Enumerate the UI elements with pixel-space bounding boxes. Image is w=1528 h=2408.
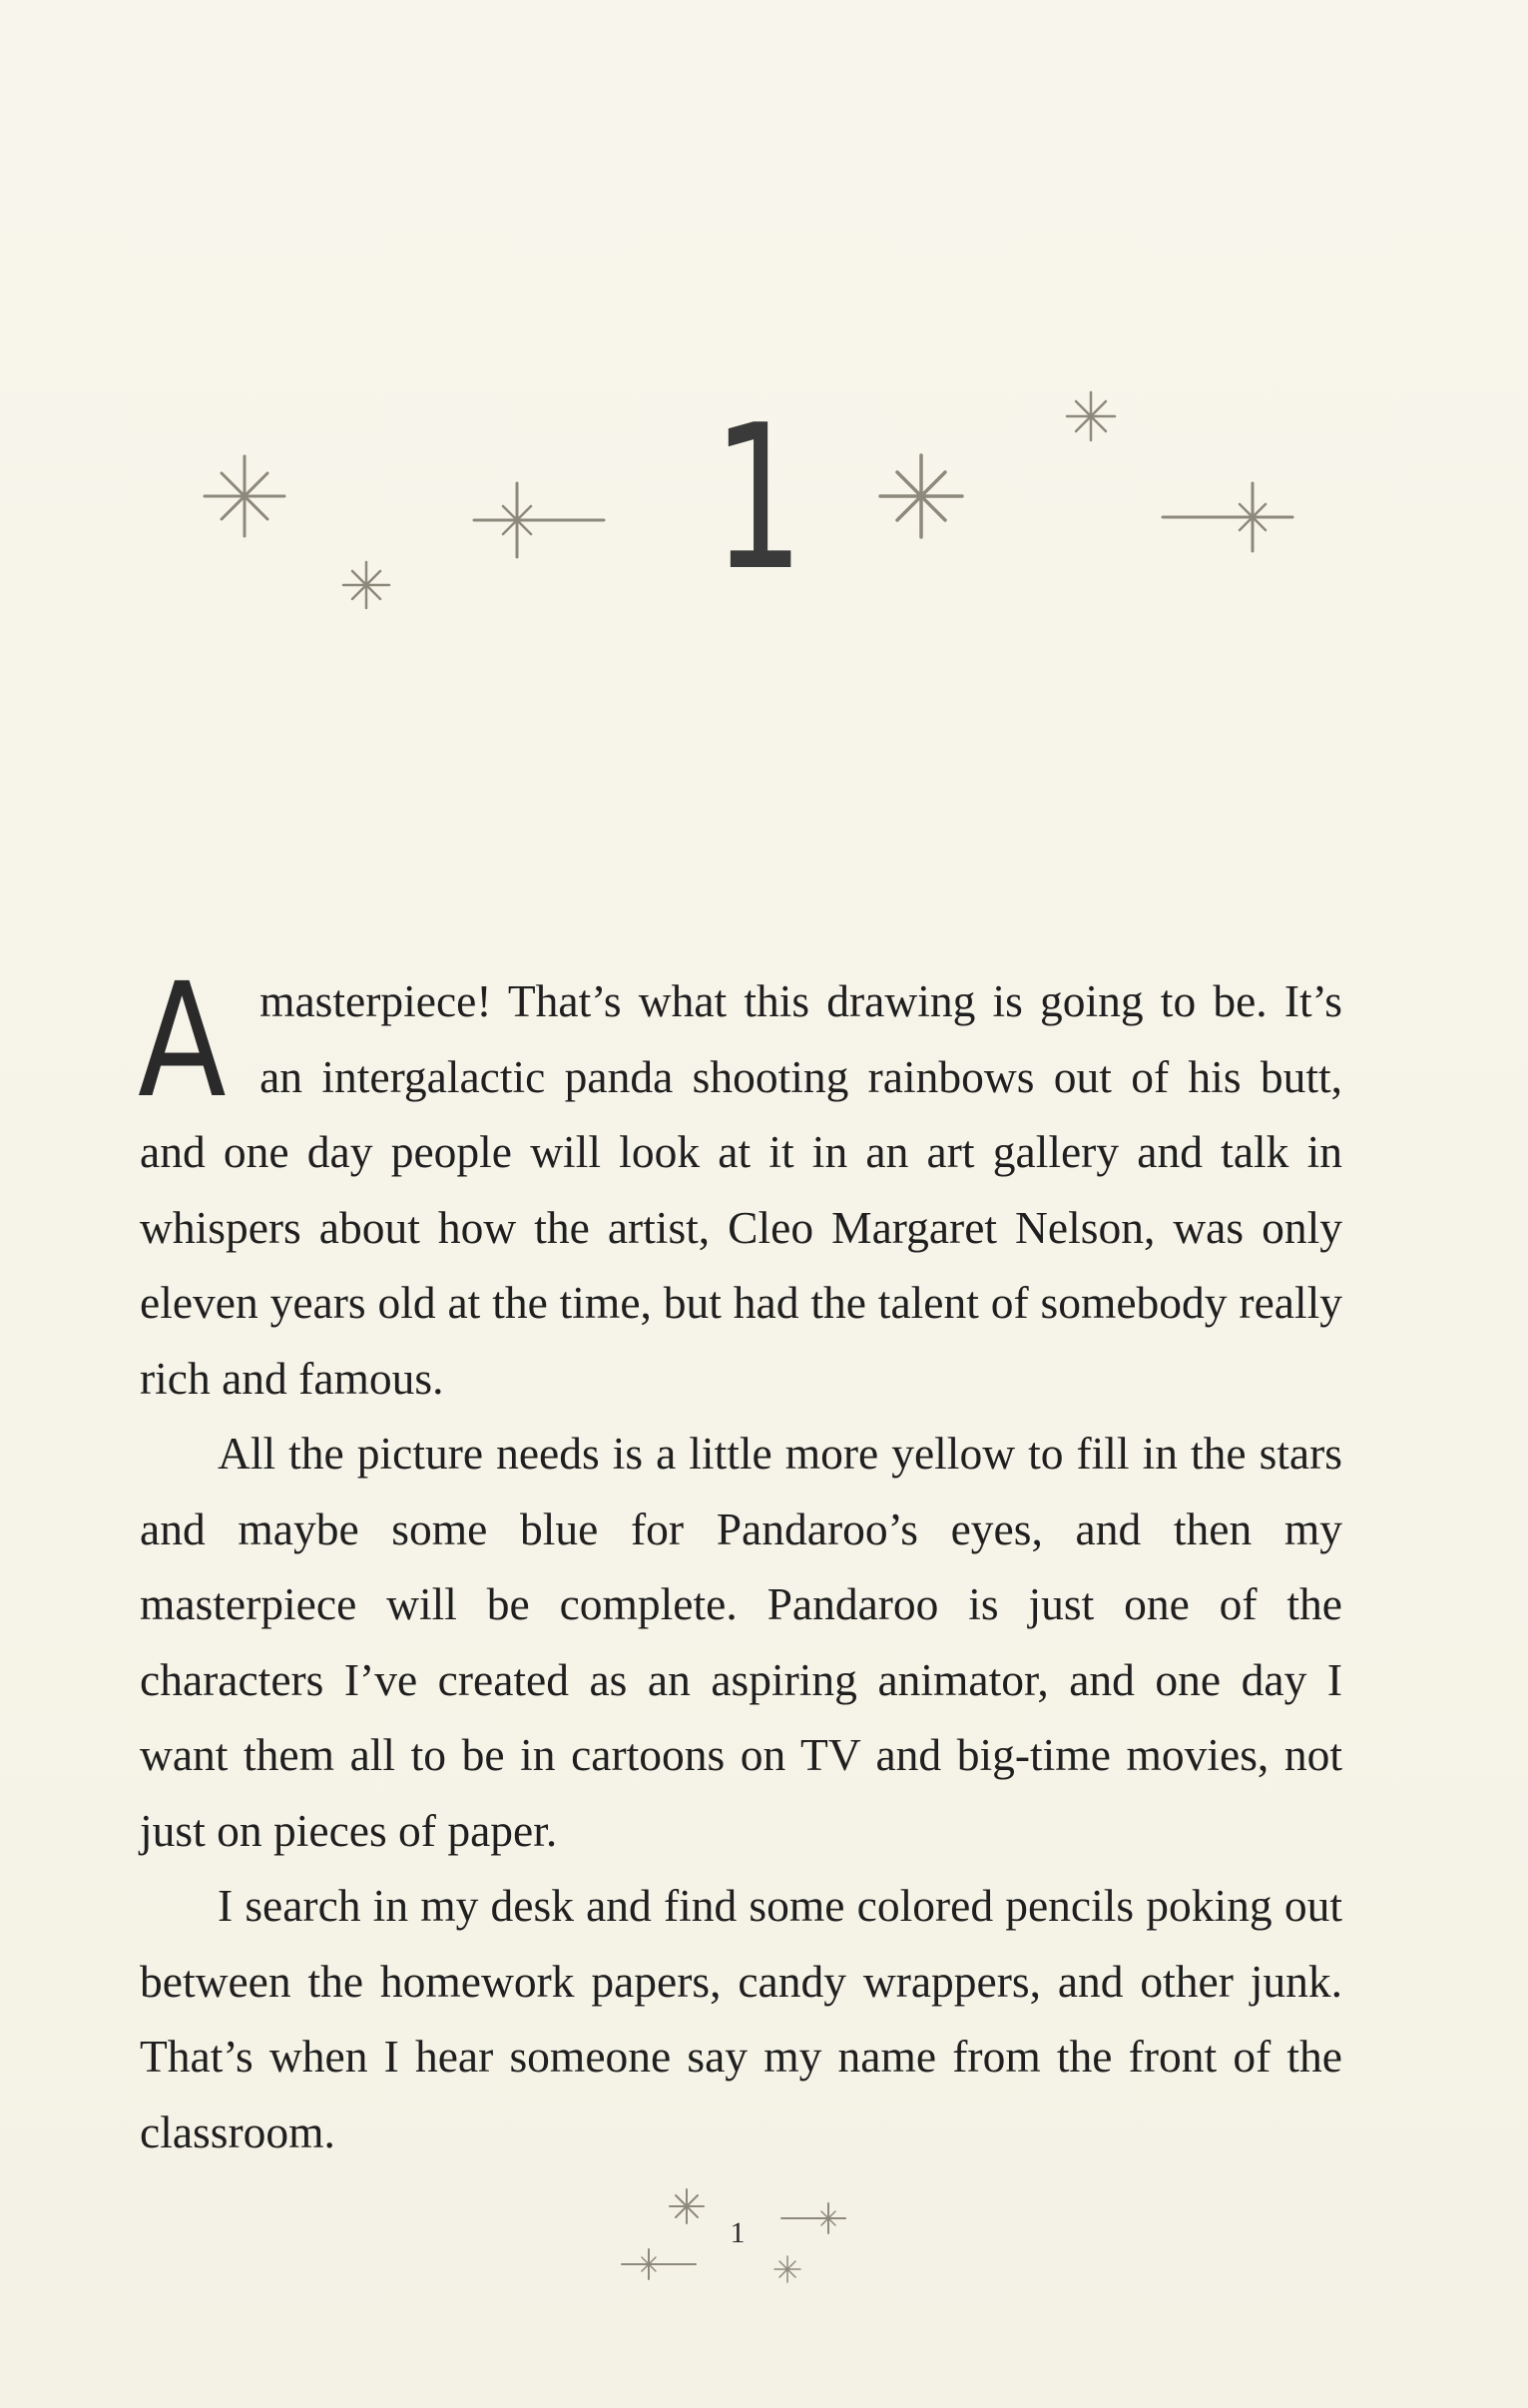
- paragraph: All the picture needs is a little more yellow to fill in the stars and maybe some blue for Pandaroo’s eyes, and then my masterpiece will be complete. Pandaroo is just one of the characters I’ve created as an aspiring animator, and one day I want them all to be in cartoons on TV and big-time movies, not just on pieces of paper.: [140, 1428, 1342, 1856]
- sparkle-star-icon: [876, 451, 966, 541]
- page-number: 1: [730, 2216, 746, 2249]
- chapter-number: 1: [713, 382, 804, 615]
- paragraph: I search in my desk and find some colored pencils poking out between the homework papers, candy wrappers, and other junk. That’s when I hear someone say my name from the front of the classroom.: [140, 1880, 1342, 2157]
- sparkle-star-icon: [200, 451, 289, 541]
- shooting-star-icon: [619, 2244, 699, 2284]
- shooting-star-icon: [778, 2198, 848, 2238]
- sparkle-star-icon: [340, 559, 392, 611]
- paragraph: [138, 949, 1342, 1416]
- paragraph-text: masterpiece! That’s what this drawing is going to be. It’s an intergalactic panda shooting rainbows out of his butt, and one day people will look at it in an art gallery and talk in whispers about how the artist, Cleo Margaret Nelson, was only eleven years old at the time, but had the talent of somebody really rich and famous.: [140, 975, 1342, 1404]
- sparkle-star-icon: [1064, 389, 1118, 443]
- drop-cap: A: [138, 949, 227, 1133]
- shooting-star-icon: [469, 475, 609, 565]
- chapter-body: [138, 949, 1342, 2169]
- shooting-star-icon: [1158, 477, 1297, 557]
- sparkle-star-icon: [667, 2186, 707, 2226]
- sparkle-star-icon: [772, 2254, 802, 2284]
